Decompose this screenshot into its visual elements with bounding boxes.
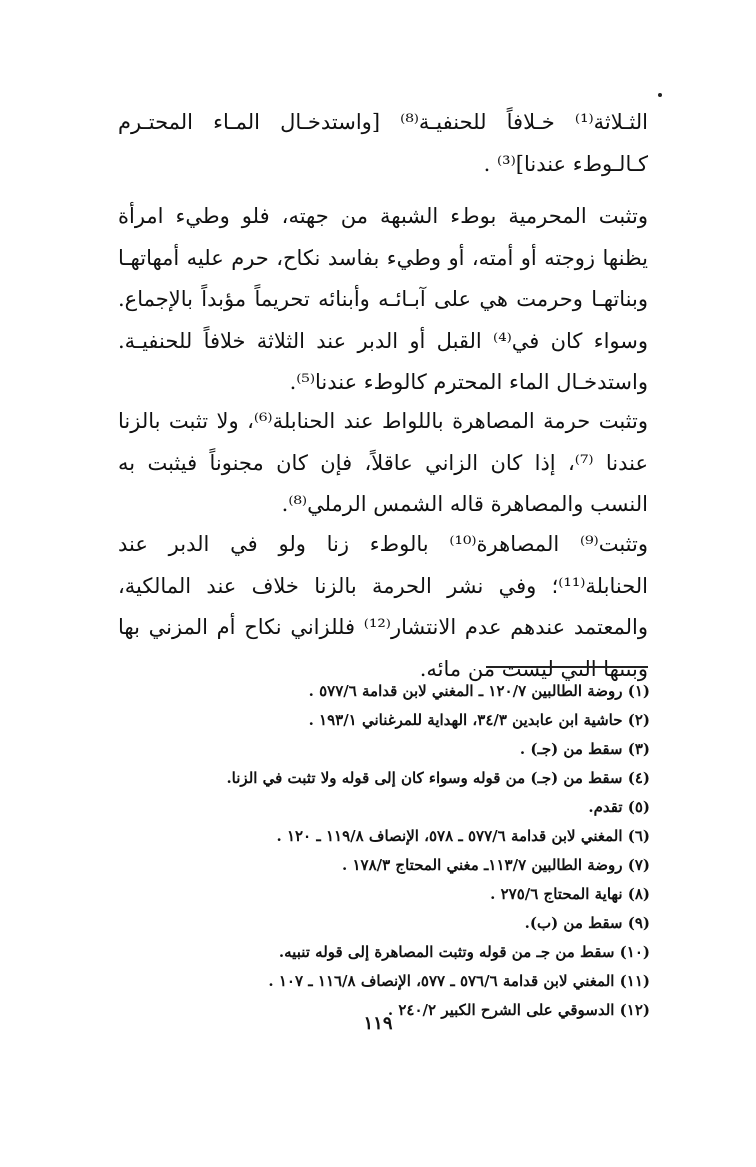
footnote: (٧) روضة الطالبين ١١٣/٧ـ مغني المحتاج ١٧٨/٣ . [342,856,650,874]
footnotes-list [200,677,650,1025]
page-number: ١١٩ [363,1013,393,1034]
footnote: (١١) المغني لابن قدامة ٥٧٦/٦ ـ ٥٧٧، الإنصاف ١١٦/٨ ـ ١٠٧ . [268,972,650,990]
paragraph-3: وتثبت حرمة المصاهرة باللواط عند الحنابلة⁽⁶⁾، ولا تثبت بالزنا عندنا ⁽⁷⁾، إذا كان الزاني عاقلاً، فإن كان مجنوناً فيثبت به النسب والمصاهرة قاله الشمس الرملي⁽⁸⁾. [118,409,649,516]
paragraph-1: الثـلاثة⁽¹⁾ خـلافاً للحنفيـة⁽⁸⁾ [واستدخـال المـاء المحتـرم كـالـوطء عندنا]⁽³⁾ . [118,110,648,176]
footnote: (٣) سقط من (جـ) . [519,740,650,758]
footnote: (٢) حاشية ابن عابدين ٣٤/٣، الهداية للمرغناني ١٩٣/١ . [308,711,650,729]
footnote: (٦) المغني لابن قدامة ٥٧٧/٦ ـ ٥٧٨، الإنصاف ١١٩/٨ ـ ١٢٠ . [276,827,650,845]
footnote: (١٠) سقط من جـ من قوله وتثبت المصاهرة إلى قوله تنبيه. [278,943,650,961]
footnote: (٨) نهاية المحتاج ٢٧٥/٦ . [490,885,650,903]
footnote: (٤) سقط من (جـ) من قوله وسواء كان إلى قوله ولا تثبت في الزنا. [226,769,650,787]
footnote: (١) روضة الطالبين ١٢٠/٧ ـ المغني لابن قدامة ٥٧٧/٦ . [308,682,650,700]
footnote-separator [486,666,648,668]
ink-dot [658,93,662,97]
paragraph-2: وتثبت المحرمية بوطء الشبهة من جهته، فلو وطيء امرأة يظنها زوجته أو أمته، أو وطيء بفاسد نكاح، حرم عليه أمهاتهـا وبناتهـا وحرمت هي على آبـائـه وأبنائه تحريماً مؤبداً بالإجماع. وسواء كان في⁽⁴⁾ القبل أو الدبر عند الثلاثة خلافاً للحنفيـة. واستدخـال الماء المحترم كالوطء عندنا⁽⁵⁾. [118,204,648,394]
footnote: (٥) تقدم. [588,798,650,816]
paragraph-4: وتثبت⁽⁹⁾ المصاهرة⁽¹⁰⁾ بالوطء زنا ولو في الدبر عند الحنابلة⁽¹¹⁾؛ وفي نشر الحرمة بالزنا خلاف عند المالكية، والمعتمد عندهم عدم الانتشار⁽¹²⁾ فللزاني نكاح أم المزني بها وبنتها التي ليست من مائه. [118,532,649,681]
footnote: (١٢) الدسوقي على الشرح الكبير ٢٤٠/٢ . [387,1001,650,1019]
footnote: (٩) سقط من (ب). [524,914,650,932]
